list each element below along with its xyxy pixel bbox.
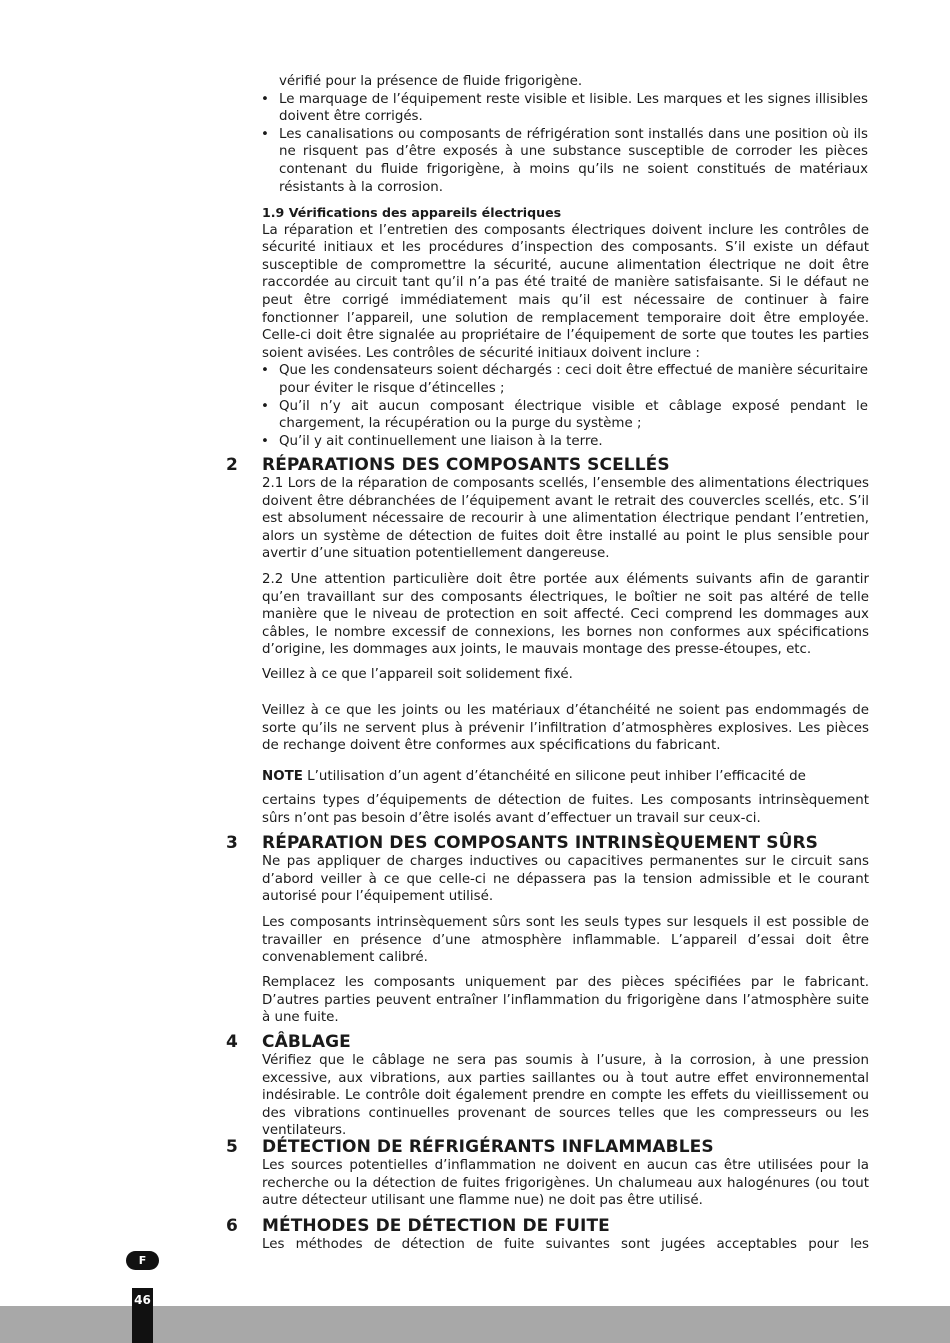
list-item: • Qu’il n’y ait aucun composant électrique visible et câblage exposé pendant le chargement, la récupération ou la purge du système ; [261, 398, 868, 433]
language-badge: F [126, 1251, 159, 1270]
note-line-2: certains types d’équipements de détection de fuites. Les composants intrinsèquement sûrs n’ont pas besoin d’être isolés avant d’effectuer un travail sur ceux-ci. [262, 793, 869, 826]
section-1-9-heading: 1.9 Vérifications des appareils électriques [262, 205, 562, 220]
section-6-number: 6 [226, 1216, 238, 1236]
section-2-paragraph-4: Veillez à ce que les joints ou les matériaux d’étanchéité ne soient pas endommagés de sorte qu’ils ne servent plus à prévenir l’infiltration d’atmosphères explosives. Les pièces de rechange doivent être conformes aux spécifications du fabricant. [262, 703, 869, 754]
section-1-9 [262, 204, 869, 450]
list-item: • Les canalisations ou composants de réfrigération sont installés dans une position où ils ne risquent pas d’être exposés à une substance susceptible de corroder les pièces contenant du fluide frigorigène, à moins qu’ils ne soient constitués de matériaux résistants à la corrosion. [261, 126, 868, 196]
intro-continuation: vérifié pour la présence de fluide frigorigène. [279, 74, 583, 89]
section-2-note [262, 768, 869, 786]
section-3-number: 3 [226, 833, 238, 853]
section-4-paragraph-1: Vérifiez que le câblage ne sera pas soumis à l’usure, à la corrosion, à une pression excessive, aux vibrations, aux parties saillantes ou à tout autre effet environnemental indésirable. Le contrôle doit également prendre en compte les effets du vieillissement ou des vibrations continuelles provenant de sources telles que les compresseurs ou les ventilateurs. [262, 1053, 869, 1139]
section-2-title: RÉPARATIONS DES COMPOSANTS SCELLÉS [262, 455, 670, 475]
section-5-number: 5 [226, 1137, 238, 1157]
section-5-body [262, 1157, 869, 1210]
intro-bullet-list [261, 91, 868, 197]
section-4-title: CÂBLAGE [262, 1032, 351, 1052]
section-6-paragraph-1: Les méthodes de détection de fuite suivantes sont jugées acceptables pour les [262, 1237, 869, 1252]
section-5-paragraph-1: Les sources potentielles d’inflammation ne doivent en aucun cas être utilisées pour la recherche ou la détection de fuites frigorigènes. Un chalumeau aux halogénures (ou tout autre détecteur utilisant une flamme nue) ne doit pas être utilisé. [262, 1158, 869, 1209]
section-3-body-3 [262, 974, 869, 1027]
note-line-1: L’utilisation d’un agent d’étanchéité en silicone peut inhiber l’efficacité de [302, 769, 806, 784]
page-number: 46 [132, 1288, 153, 1343]
section-3-body-2 [262, 914, 869, 967]
section-1-9-paragraph: La réparation et l’entretien des composants électriques doivent inclure les contrôles de sécurité initiaux et les procédures d’inspection des composants. S’il existe un défaut susceptible de compromettre la sécurité, aucune alimentation électrique ne doit être raccordée au circuit tant qu’il n’a pas été traité de manière satisfaisante. Si le défaut ne peut être corrigé immédiatement mais qu’il est nécessaire de continuer à faire fonctionner l’appareil, une solution de remplacement temporaire doit être employée. Celle-ci doit être signalée au propriétaire de l’équipement de sorte que toutes les parties soient avisées. Les contrôles de sécurité initiaux doivent inclure : [262, 222, 869, 361]
section-2-note-cont [262, 792, 869, 827]
section-4-body [262, 1052, 869, 1140]
section-2-body-4 [262, 702, 869, 755]
section-3-paragraph-3: Remplacez les composants uniquement par des pièces spécifiées par le fabricant. D’autres parties peuvent entraîner l’inflammation du frigorigène dans l’atmosphère suite à une fuite. [262, 975, 869, 1026]
list-item: • Le marquage de l’équipement reste visible et lisible. Les marques et les signes illisibles doivent être corrigés. [261, 91, 868, 126]
section-3-body [262, 853, 869, 906]
section-2-body-2 [262, 571, 869, 659]
section-2-paragraph-3: Veillez à ce que l’appareil soit solidement fixé. [262, 667, 573, 682]
section-5-title: DÉTECTION DE RÉFRIGÉRANTS INFLAMMABLES [262, 1137, 714, 1157]
section-2-paragraph-2: 2.2 Une attention particulière doit être portée aux éléments suivants afin de garantir qu’en travaillant sur des composants électriques, le boîtier ne soit pas altéré de telle manière que le niveau de protection en soit affecté. Ceci comprend les dommages aux câbles, le nombre excessif de connexions, les bornes non conformes aux spécifications d’origine, les dommages aux joints, le mauvais montage des presse-étoupes, etc. [262, 572, 869, 658]
section-2-body-3 [262, 666, 869, 684]
intro-block [262, 73, 869, 196]
section-2-body [262, 475, 869, 563]
section-3-paragraph-1: Ne pas appliquer de charges inductives ou capacitives permanentes sur le circuit sans d’abord veiller à ce que celle-ci ne dépassera pas la tension admissible et le courant autorisé pour l’équipement utilisé. [262, 854, 869, 905]
note-label: NOTE [262, 769, 303, 784]
list-item: • Qu’il y ait continuellement une liaison à la terre. [261, 433, 868, 451]
section-1-9-bullet-list [261, 362, 868, 450]
section-6-body [262, 1236, 869, 1254]
section-2-number: 2 [226, 455, 238, 475]
section-4-number: 4 [226, 1032, 238, 1052]
section-6-title: MÉTHODES DE DÉTECTION DE FUITE [262, 1216, 610, 1236]
list-item: • Que les condensateurs soient déchargés : ceci doit être effectué de manière sécuritaire pour éviter le risque d’étincelles ; [261, 362, 868, 397]
section-3-title: RÉPARATION DES COMPOSANTS INTRINSÈQUEMENT SÛRS [262, 833, 819, 853]
section-3-paragraph-2: Les composants intrinsèquement sûrs sont les seuls types sur lesquels il est possible de travailler en présence d’une atmosphère inflammable. L’appareil d’essai doit être convenablement calibré. [262, 915, 869, 966]
section-2-paragraph-1: 2.1 Lors de la réparation de composants scellés, l’ensemble des alimentations électriques doivent être débranchées de l’équipement avant le retrait des couvercles scellés, etc. S’il est absolument nécessaire de recourir à une alimentation électrique pendant l’entretien, alors un système de détection de fuites doit être installé au point le plus sensible pour avertir d’une situation potentiellement dangereuse. [262, 476, 869, 562]
